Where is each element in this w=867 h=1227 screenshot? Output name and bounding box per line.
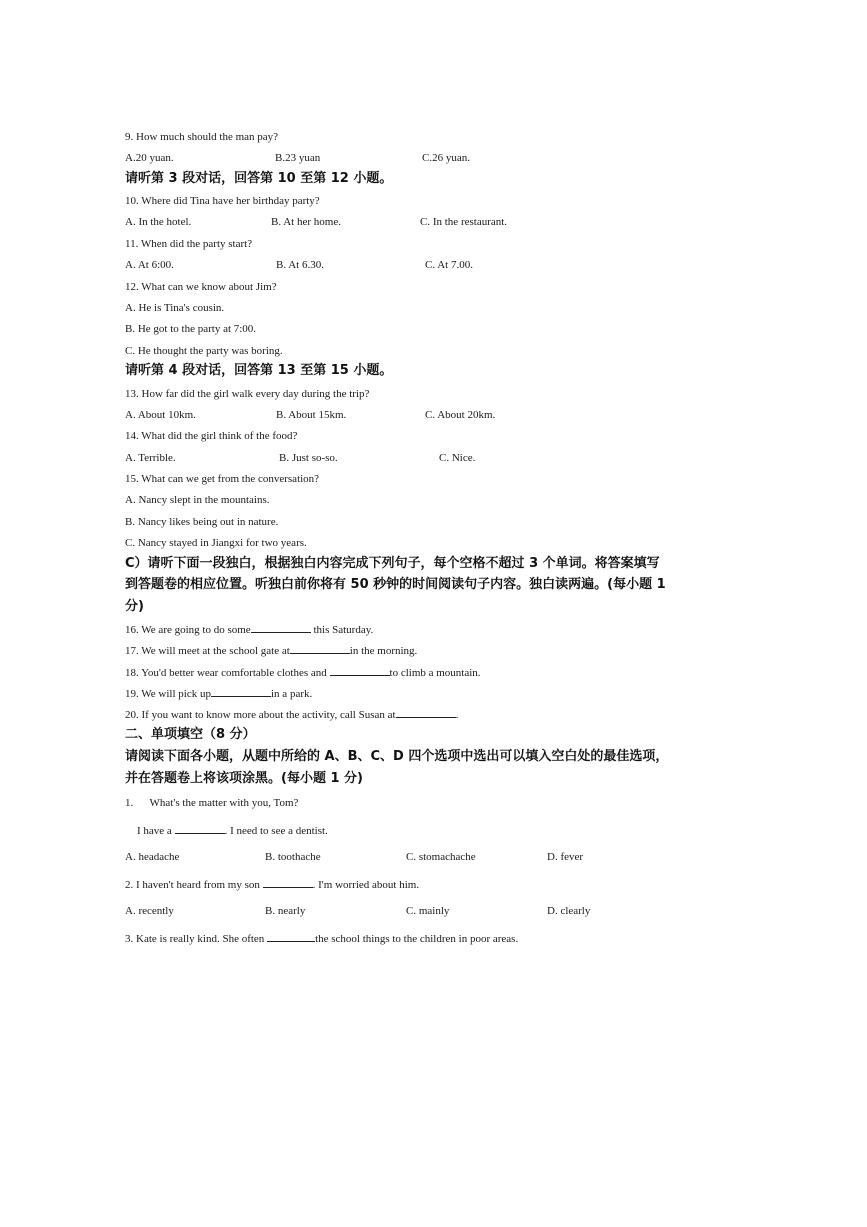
q16-blank (251, 622, 311, 633)
fill-question-16 (125, 622, 373, 637)
fill-question-18 (125, 665, 481, 680)
question-15: 15. What can we get from the conversation? (125, 473, 320, 485)
q10-option-b: B. At her home. (271, 216, 341, 228)
mc2-option-a: A. recently (125, 905, 174, 917)
mc2-option-b: B. nearly (265, 905, 306, 917)
mc-question-3 (125, 931, 518, 946)
q11-option-c: C. At 7.00. (425, 259, 473, 271)
q13-option-c: C. About 20km. (425, 409, 496, 421)
q18-blank (330, 665, 390, 676)
mc2-option-c: C. mainly (406, 905, 450, 917)
mc-question-1: 1. What's the matter with you, Tom? (125, 797, 299, 809)
mc1-option-b: B. toothache (265, 851, 321, 863)
q20-blank (396, 707, 456, 718)
section-c-line-2: 到答题卷的相应位置。听独白前你将有 50 秒钟的时间阅读句子内容。独白读两遍。(每小题 1 (125, 577, 666, 592)
mc2-text-before: 2. I haven't heard from my son (125, 879, 263, 891)
fill-question-19 (125, 686, 312, 701)
question-12: 12. What can we know about Jim? (125, 281, 277, 293)
question-13: 13. How far did the girl walk every day during the trip? (125, 388, 370, 400)
mc3-blank (267, 931, 315, 942)
question-14: 14. What did the girl think of the food? (125, 430, 298, 442)
section-c-line-1: C）请听下面一段独白，根据独白内容完成下列句子，每个空格不超过 3 个单词。将答案填写 (125, 556, 660, 571)
part-2-title: 二、单项填空（8 分） (125, 727, 256, 742)
mc1-option-d: D. fever (547, 851, 584, 863)
mc2-option-d: D. clearly (547, 905, 591, 917)
q20-text-before: 20. If you want to know more about the activity, call Susan at (125, 709, 396, 721)
part-2-instruction-2: 并在答题卷上将该项涂黑。(每小题 1 分) (125, 771, 363, 786)
mc3-text-before: 3. Kate is really kind. She often (125, 933, 268, 945)
question-10: 10. Where did Tina have her birthday party? (125, 195, 320, 207)
fill-question-17 (125, 643, 417, 658)
q12-option-c: C. He thought the party was boring. (125, 345, 283, 357)
q15-option-a: A. Nancy slept in the mountains. (125, 494, 270, 506)
q15-option-c: C. Nancy stayed in Jiangxi for two years. (125, 537, 307, 549)
q19-text-before: 19. We will pick up (125, 688, 211, 700)
q13-option-b: B. About 15km. (276, 409, 347, 421)
mc-question-2 (125, 877, 419, 892)
mc1-option-c: C. stomachache (406, 851, 476, 863)
mc1-text-after: . I need to see a dentist. (224, 825, 328, 837)
section-c-line-3: 分) (125, 599, 144, 614)
q12-option-b: B. He got to the party at 7:00. (125, 323, 257, 335)
q12-option-a: A. He is Tina's cousin. (125, 302, 225, 314)
q9-option-c: C.26 yuan. (422, 152, 470, 164)
question-11: 11. When did the party start? (125, 238, 253, 250)
dialog-4-instruction: 请听第 4 段对话，回答第 13 至第 15 小题。 (125, 363, 393, 378)
q11-option-b: B. At 6.30. (276, 259, 324, 271)
q9-option-b: B.23 yuan (275, 152, 321, 164)
q17-text-before: 17. We will meet at the school gate at (125, 645, 290, 657)
q14-option-b: B. Just so-so. (279, 452, 338, 464)
q18-text-before: 18. You'd better wear comfortable clothes and (125, 667, 330, 679)
mc-question-1-line-2 (137, 823, 328, 838)
q13-option-a: A. About 10km. (125, 409, 196, 421)
q16-text-before: 16. We are going to do some (125, 624, 251, 636)
dialog-3-instruction: 请听第 3 段对话，回答第 10 至第 12 小题。 (125, 171, 393, 186)
q10-option-a: A. In the hotel. (125, 216, 192, 228)
q10-option-c: C. In the restaurant. (420, 216, 508, 228)
mc2-blank (263, 877, 313, 888)
mc3-text-after: the school things to the children in poor areas. (315, 933, 519, 945)
fill-question-20 (125, 707, 458, 722)
q15-option-b: B. Nancy likes being out in nature. (125, 516, 279, 528)
q18-text-after: to climb a mountain. (389, 667, 481, 679)
q9-option-a: A.20 yuan. (125, 152, 174, 164)
q17-blank (290, 643, 350, 654)
question-9: 9. How much should the man pay? (125, 131, 279, 143)
q14-option-c: C. Nice. (439, 452, 476, 464)
q11-option-a: A. At 6:00. (125, 259, 174, 271)
mc1-option-a: A. headache (125, 851, 180, 863)
mc1-blank (175, 823, 225, 834)
q19-blank (211, 686, 271, 697)
q20-text-after: . (455, 709, 459, 721)
part-2-instruction-1: 请阅读下面各小题，从题中所给的 A、B、C、D 四个选项中选出可以填入空白处的最佳选项， (125, 749, 669, 764)
mc1-text-before: I have a (137, 825, 175, 837)
q14-option-a: A. Terrible. (125, 452, 176, 464)
q19-text-after: in a park. (271, 688, 313, 700)
mc2-text-after: . I'm worried about him. (312, 879, 420, 891)
q16-text-after: this Saturday. (310, 624, 374, 636)
q17-text-after: in the morning. (349, 645, 418, 657)
